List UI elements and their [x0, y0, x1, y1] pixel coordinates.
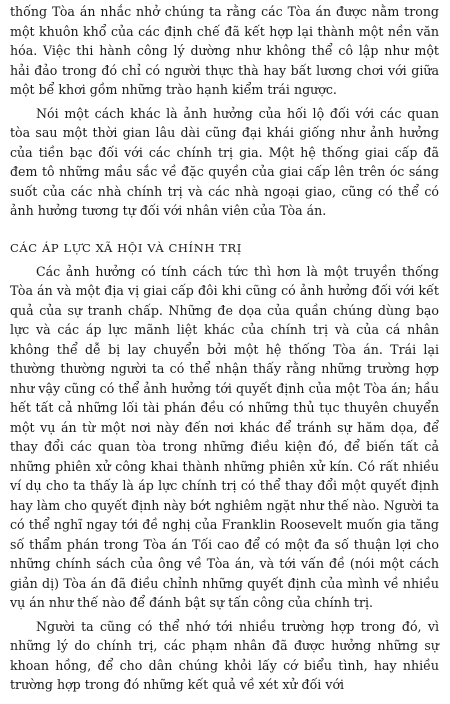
section-heading: CÁC ÁP LỰC XÃ HỘI VÀ CHÍNH TRỊ	[10, 240, 242, 255]
paragraph-political-clemency: Người ta cũng có thể nhớ tới nhiều trường hợp trong đó, vì những lý do chính trị, các phạm nhân đã được hưởng những sự khoan hồng, để cho dân chúng khỏi lấy cớ biểu tình, hay nhiều trường hợp trong đó những kết quả về xét xử đối với	[10, 618, 439, 692]
paragraph-immediate-influences: Các ảnh hưởng có tính cách tức thì hơn là một truyền thống Tòa án và một địa vị giai cấp đôi khi cũng có ảnh hưởng đối với kết quả của sự tranh chấp. Những đe dọa của quần chúng dùng bạo lực và các áp lực mãnh liệt khác của chính trị và của cá nhân không thể dễ bị lay chuyển bởi một hệ thống Tòa án. Trái lại thường thường người ta có thể nhận thấy rằng những trường hợp như vậy cũng có thể ảnh hưởng tới quyết định của một Tòa án; hầu hết tất cả những lối tài phán đều có những thủ tục thuyên chuyển một vụ án từ một nơi này đến nơi khác để tránh sự hăm dọa, để thay đổi các quan tòa trong những điều kiện đó, để biến tất cả những phiên xử công khai thành những phiên xử kín. Có rất nhiều ví dụ cho ta thấy là áp lực chính trị có thể thay đổi một quyết định hay làm cho quyết định này bớt nghiêm ngặt như thế nào. Người ta có thể nghĩ ngay tới đề nghị của Franklin Roosevelt muốn gia tăng số thẩm phán trong Tòa án Tối cao để có một đa số thuận lợi cho những chính sách của ông về Tòa án, và tới vấn đề (nói một cách giản dị) Tòa án đã điều chỉnh những quyết định của mình về nhiều vụ án như thế nào để đánh bật sự tấn công của chính trị.	[10, 263, 439, 610]
paragraph-bribery-influence: Nói một cách khác là ảnh hưởng của hối lộ đối với các quan tòa sau một thời gian lâu dài cũng đại khái giống như ảnh hưởng của tiền bạc đối với các chính trị gia. Một hệ thống giai cấp đã đem tô những mầu sắc về đặc quyền của giai cấp lên trên óc sáng suốt của các nhà chính trị và các nhà ngoại giao, cũng có thể có ảnh hưởng tương tự đối với nhân viên của Tòa án.	[10, 105, 439, 218]
section-gap	[10, 221, 439, 239]
paragraph-continuation: thống Tòa án nhắc nhở chúng ta rằng các Tòa án được nằm trong một khuôn khổ của các định chế đã kết hợp lại thành một nền văn hóa. Việc thi hành công lý dường như không thể cô lập như một hải đảo trong đó chỉ có người thực thà hay bất lương chơi với giữa một bể khơi gồm những trào hạnh kiểm trái ngược.	[10, 4, 439, 97]
